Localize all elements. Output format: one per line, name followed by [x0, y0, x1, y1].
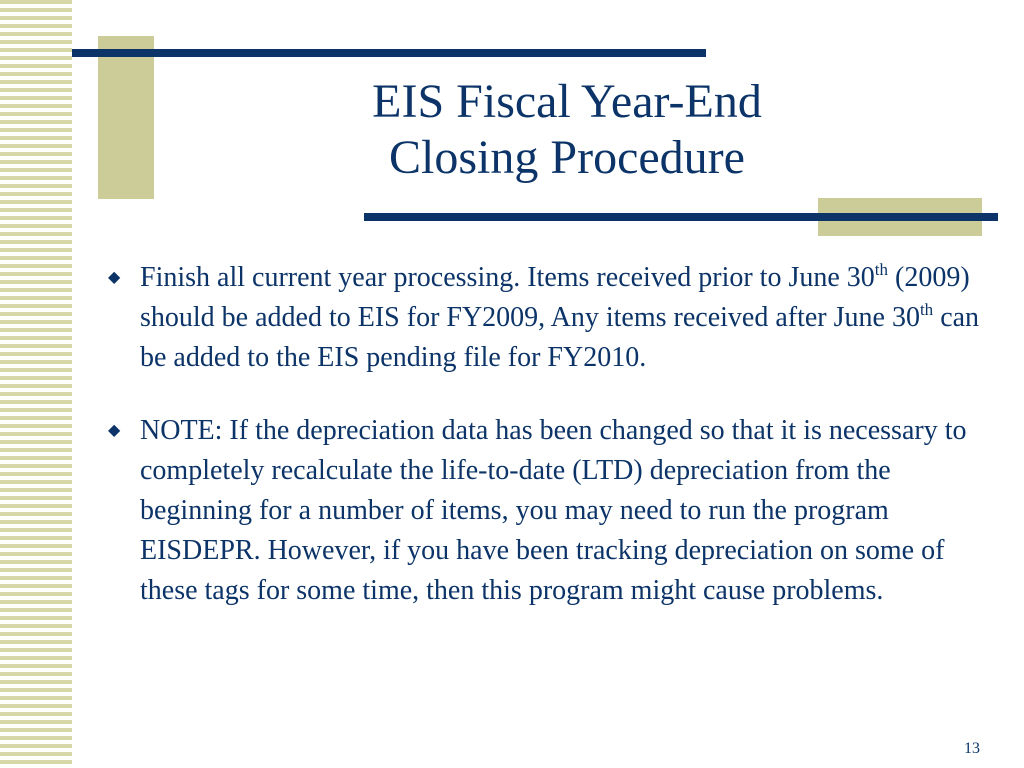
page-number: 13: [964, 740, 980, 757]
slide-title: [200, 74, 934, 186]
bullet-list: [104, 258, 984, 611]
bullet-1-text-part-3: can be added to the EIS pending file for FY2010.: [140, 302, 980, 373]
title-rule-bottom: [364, 213, 998, 221]
accent-block-left: [98, 36, 154, 199]
decorative-stripes: [0, 0, 72, 768]
bullet-1-text-part-1: Finish all current year processing. Items received prior to June 30: [140, 262, 875, 293]
title-rule-top: [72, 49, 706, 57]
bullet-1-text-part-2: (2009) should be added to EIS for FY2009, Any items received after June 30: [140, 262, 970, 333]
diamond-bullet-icon: ◆: [108, 269, 121, 286]
bullet-1-superscript-1: th: [874, 260, 889, 279]
bullet-item-processing: [104, 258, 984, 378]
bullet-2-text: NOTE: If the depreciation data has been changed so that it is necessary to completely recalculate the life-to-date (LTD) depreciation from the beginning for a number of items, you may need to run the program EISDEPR. However, if you have been tracking depreciation on some of these tags for some time, then this program might cause problems.: [140, 415, 967, 606]
bullet-1-superscript-2: th: [919, 300, 934, 319]
bullet-item-note: [104, 411, 984, 611]
slide-title-line-2: Closing Procedure: [389, 131, 745, 184]
diamond-bullet-icon: ◆: [108, 422, 121, 439]
slide-title-line-1: EIS Fiscal Year-End: [372, 75, 762, 128]
